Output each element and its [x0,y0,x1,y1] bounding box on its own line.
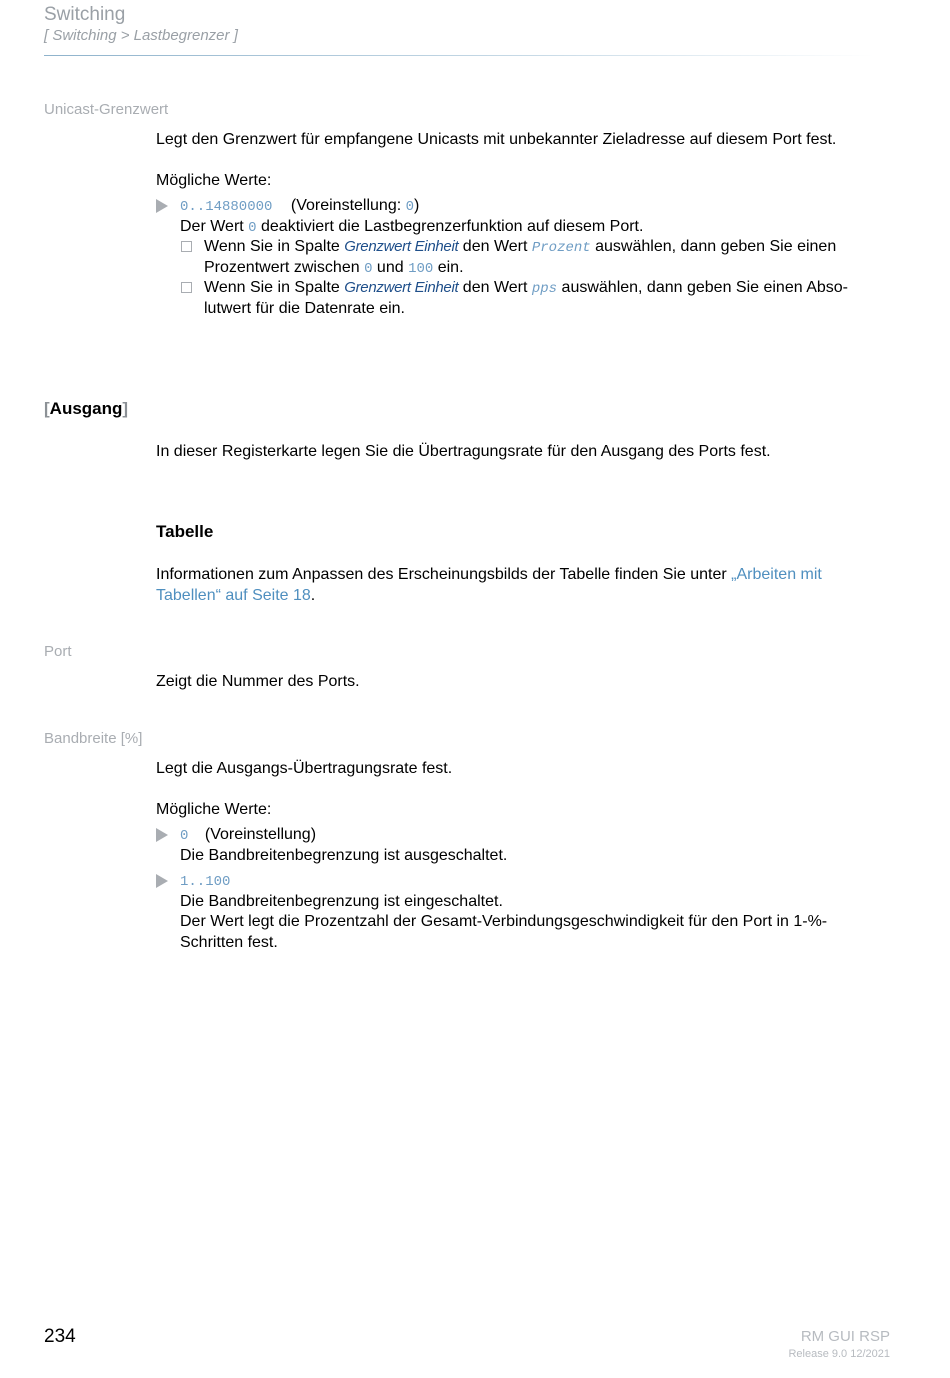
sub1-line2-a: Prozentwert zwischen [204,259,365,276]
unicast-sub1-line1 [204,236,836,259]
port-description: Zeigt die Nummer des Ports. [156,673,360,690]
section-heading-ausgang [44,399,128,419]
sub1-text-a: Wenn Sie in Spalte [204,238,345,255]
bracket-open: [ [44,399,50,418]
bandbreite-value2-desc2: Der Wert legt die Prozentzahl der Gesamt-Verbindungsgeschwindigkeit für den Port in 1-%- [180,913,828,930]
ausgang-intro: In dieser Registerkarte legen Sie die Übertragungsrate für den Ausgang des Ports fest. [156,443,771,460]
sub1-max-value: 100 [408,261,434,277]
subheading-tabelle: Tabelle [156,522,214,541]
sub1-reference: Grenzwert Einheit [344,238,459,255]
bandbreite-description: Legt die Ausgangs-Übertragungsrate fest. [156,760,453,777]
bullet-triangle-icon [156,199,168,213]
tabelle-text-line2 [156,585,315,606]
sub1-text-c: auswählen, dann geben Sie einen [590,238,837,255]
sub1-min-value: 0 [364,261,373,277]
sub2-text-c: auswählen, dann geben Sie einen Abso- [557,279,848,296]
sub2-text-b: den Wert [458,279,532,296]
footer-release: Release 9.0 12/2021 [788,1348,890,1360]
sub1-text-b: den Wert [458,238,532,255]
bandbreite-value2-desc3: Schritten fest. [180,934,278,951]
param-label-unicast-threshold: Unicast-Grenzwert [44,101,169,118]
unicast-default-value: 0 [405,199,415,215]
breadcrumb: [ Switching > Lastbegrenzer ] [44,27,238,44]
checkbox-bullet-icon [181,282,192,293]
checkbox-bullet-icon [181,241,192,252]
tabelle-text-a: Informationen zum Anpassen des Erscheinungsbilds der Tabelle finden Sie unter [156,566,732,583]
sub2-value-pps: pps [531,281,558,297]
page-number: 234 [44,1326,76,1347]
unicast-range-line [180,195,419,218]
param-label-bandbreite: Bandbreite [%] [44,730,143,747]
sub1-line2-b: und [372,259,409,276]
tabelle-text-line1 [156,564,822,585]
sub1-value-prozent: Prozent [531,240,591,256]
unicast-sub2-line2: lutwert für die Datenrate ein. [204,300,405,317]
unicast-zero-value: 0 [248,220,257,236]
bandbreite-possible-values-label: Mögliche Werte: [156,801,272,818]
bullet-triangle-icon [156,828,168,842]
sub1-line2-c: ein. [433,259,464,276]
bandbreite-value-range: 1..100 [180,874,231,890]
unicast-possible-values-label: Mögliche Werte: [156,172,272,189]
bandbreite-value2-desc1: Die Bandbreitenbegrenzung ist eingeschaltet. [180,893,503,910]
bandbreite-value2-line [180,870,230,893]
header-divider [44,55,874,56]
unicast-description: Legt den Grenzwert für empfangene Unicasts mit unbekannter Zieladresse auf diesem Port fest. [156,131,837,148]
footer-document-name: RM GUI RSP [800,1328,890,1345]
bandbreite-value1-desc: Die Bandbreitenbegrenzung ist ausgeschaltet. [180,847,508,864]
unicast-range-value: 0..14880000 [180,199,273,215]
header-title: Switching [44,4,126,25]
sub2-reference: Grenzwert Einheit [344,279,459,296]
param-label-port: Port [44,643,72,660]
unicast-default-suffix: ) [414,197,420,214]
link-arbeiten-mit-tabellen[interactable]: „Arbeiten mit [731,566,822,583]
tabelle-text-end: . [310,587,316,604]
link-tabellen-seite-18[interactable]: Tabellen“ auf Seite 18 [156,587,311,604]
bandbreite-value-0: 0 [180,828,189,844]
unicast-sub2-line1 [204,277,848,300]
bullet-triangle-icon [156,874,168,888]
bandbreite-default-label: (Voreinstellung) [204,826,317,843]
section-title: Ausgang [49,399,123,418]
sub2-text-a: Wenn Sie in Spalte [204,279,345,296]
unicast-zero-text-a: Der Wert [180,218,249,235]
bandbreite-value1-line [180,824,316,847]
unicast-zero-text-b: deaktiviert die Lastbegrenzerfunktion auf diesem Port. [256,218,644,235]
unicast-default-prefix: (Voreinstellung: [290,197,406,214]
bracket-close: ] [122,399,129,418]
